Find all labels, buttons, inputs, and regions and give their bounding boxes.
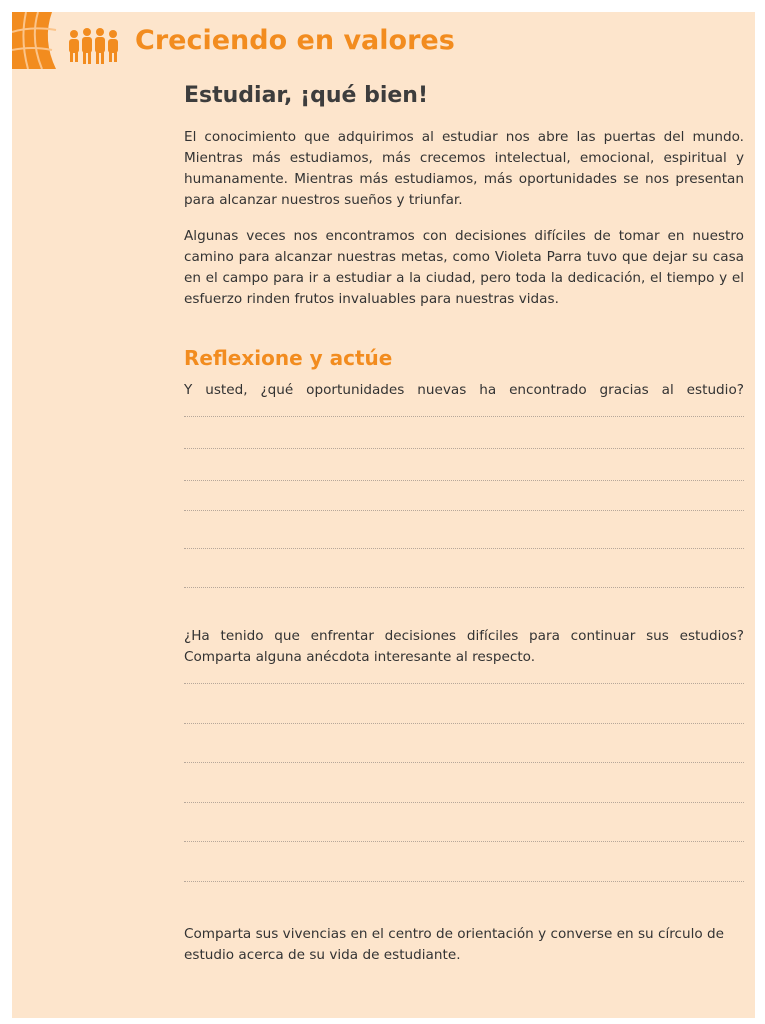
- answer-line-6[interactable]: [184, 587, 744, 588]
- page: [12, 12, 755, 1018]
- question-1: Y usted, ¿qué oportunidades nuevas ha encontrado gracias al estudio?: [184, 382, 744, 398]
- answer-line-1[interactable]: [184, 416, 744, 417]
- answer-line-3[interactable]: [184, 480, 744, 481]
- answer-line-9[interactable]: [184, 762, 744, 763]
- answer-line-11[interactable]: [184, 841, 744, 842]
- answer-line-7[interactable]: [184, 683, 744, 684]
- answer-line-10[interactable]: [184, 802, 744, 803]
- question-2: ¿Ha tenido que enfrentar decisiones difíciles para continuar sus estudios? Comparta alguna anécdota interesante al respecto.: [184, 628, 744, 665]
- family-group-icon: [12, 12, 130, 69]
- paragraph-1: El conocimiento que adquirimos al estudiar nos abre las puertas del mundo. Mientras más estudiamos, más crecemos intelectual, emocional, espiritual y humanamente. Mientras más estudiamos, más oportunidades se nos presentan para alcanzar nuestros sueños y triunfar.: [184, 129, 744, 208]
- answer-line-5[interactable]: [184, 548, 744, 549]
- answer-line-4[interactable]: [184, 510, 744, 511]
- page-title: Estudiar, ¡qué bien!: [184, 83, 428, 108]
- closing-text: Comparta sus vivencias en el centro de orientación y converse en su círculo de estudio acerca de su vida de estudiante.: [184, 926, 725, 963]
- answer-line-12[interactable]: [184, 881, 744, 882]
- answer-line-2[interactable]: [184, 448, 744, 449]
- paragraph-2: Algunas veces nos encontramos con decisiones difíciles de tomar en nuestro camino para alcanzar nuestras metas, como Violeta Parra tuvo que dejar su casa en el campo para ir a estudiar a la ciudad, pero toda la dedicación, el tiempo y el esfuerzo rinden frutos invaluables para nuestras vidas.: [184, 228, 744, 307]
- answer-line-8[interactable]: [184, 723, 744, 724]
- section-title: Creciendo en valores: [135, 25, 455, 56]
- reflection-heading: Reflexione y actúe: [184, 346, 393, 370]
